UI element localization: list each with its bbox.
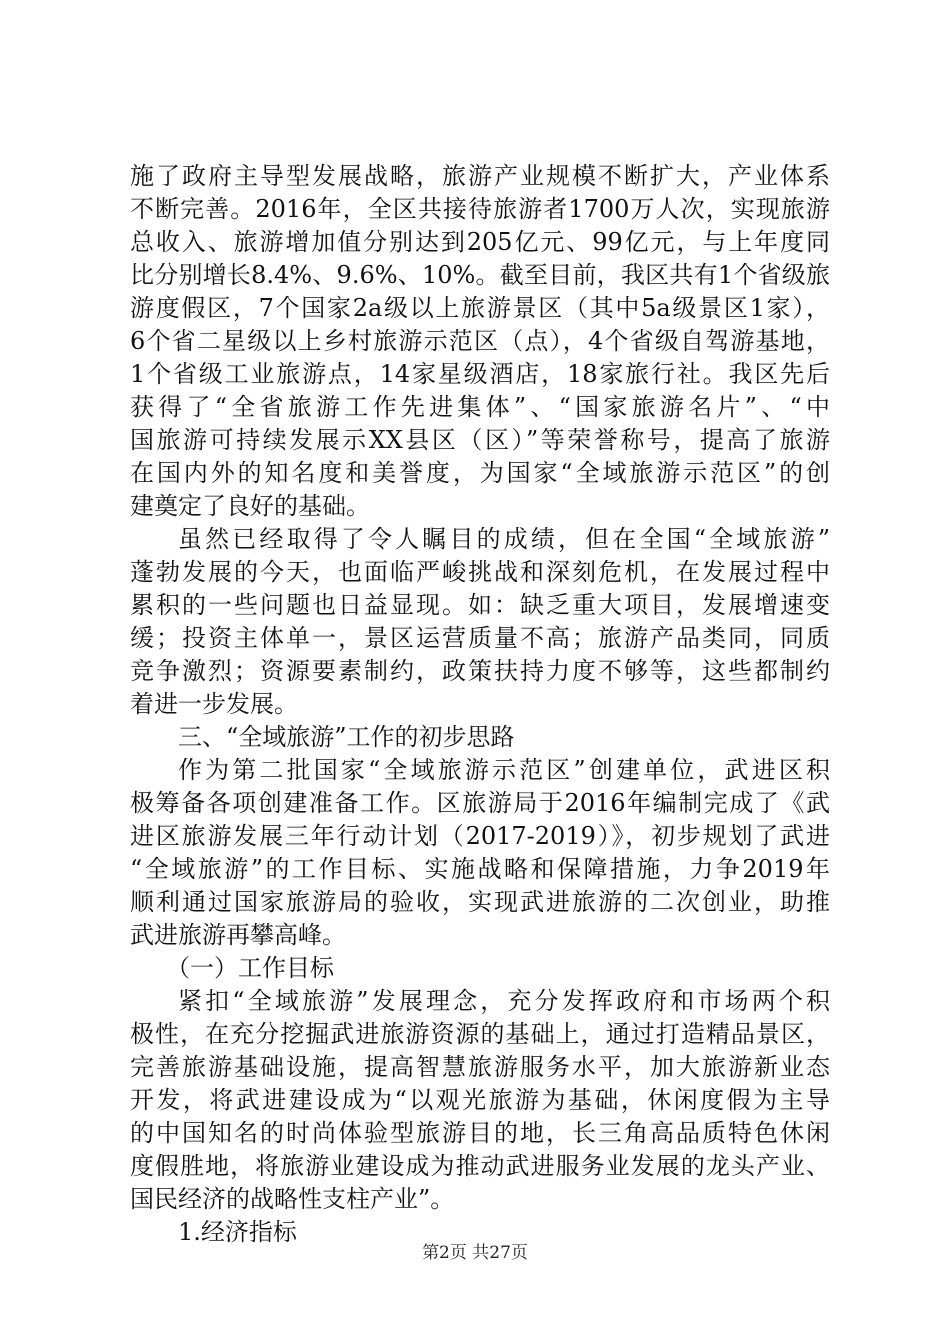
text-line: 游度假区，7个国家2a级以上旅游景区（其中5a级景区1家）， xyxy=(130,294,830,322)
text-line: 国旅游可持续发展示XX县区（区）”等荣誉称号，提高了旅游 xyxy=(130,426,830,454)
text-line: 开发，将武进建设成为“以观光旅游为基础，休闲度假为主导 xyxy=(130,1086,830,1114)
text-line: 极性，在充分挖掘武进旅游资源的基础上，通过打造精品景区， xyxy=(130,1020,830,1048)
text-line: “全域旅游”的工作目标、实施战略和保障措施，力争2019年 xyxy=(130,855,830,883)
text-line: 进区旅游发展三年行动计划（2017-2019）》，初步规划了武进 xyxy=(130,822,830,850)
text-line: 建奠定了良好的基础。 xyxy=(130,492,370,520)
text-line: 的中国知名的时尚体验型旅游目的地，长三角高品质特色休闲 xyxy=(130,1119,830,1147)
text-line: 比分别增长8.4%、9.6%、10%。截至目前，我区共有1个省级旅 xyxy=(130,261,830,289)
document-body xyxy=(130,160,830,1249)
item-heading: 1.经济指标 xyxy=(178,1218,297,1246)
text-line: 不断完善。2016年，全区共接待旅游者1700万人次，实现旅游 xyxy=(130,195,830,223)
text-line: 累积的一些问题也日益显现。如：缺乏重大项目，发展增速变 xyxy=(130,591,830,619)
text-line: 获得了“全省旅游工作先进集体”、“国家旅游名片”、“中 xyxy=(130,393,830,421)
text-line: 施了政府主导型发展战略，旅游产业规模不断扩大，产业体系 xyxy=(130,162,830,190)
text-line: 缓；投资主体单一，景区运营质量不高；旅游产品类同，同质 xyxy=(130,624,830,652)
text-line: 蓬勃发展的今天，也面临严峻挑战和深刻危机，在发展过程中 xyxy=(130,558,830,586)
text-line: 武进旅游再攀高峰。 xyxy=(130,921,346,949)
page-footer: 第2页 共27页 xyxy=(422,1243,528,1263)
section-heading: 三、“全域旅游”工作的初步思路 xyxy=(178,723,515,751)
text-line: 着进一步发展。 xyxy=(130,690,298,718)
text-line: 完善旅游基础设施，提高智慧旅游服务水平，加大旅游新业态 xyxy=(130,1053,830,1081)
text-line: 度假胜地，将旅游业建设成为推动武进服务业发展的龙头产业、 xyxy=(130,1152,830,1180)
text-line: 国民经济的战略性支柱产业”。 xyxy=(130,1185,455,1213)
subsection-heading: （一）工作目标 xyxy=(166,954,334,982)
text-line: 竞争激烈；资源要素制约，政策扶持力度不够等，这些都制约 xyxy=(130,657,830,685)
text-line: 作为第二批国家“全域旅游示范区”创建单位，武进区积 xyxy=(178,756,830,784)
text-line: 在国内外的知名度和美誉度，为国家“全域旅游示范区”的创 xyxy=(130,459,830,487)
text-line: 顺利通过国家旅游局的验收，实现武进旅游的二次创业，助推 xyxy=(130,888,830,916)
text-line: 1个省级工业旅游点，14家星级酒店，18家旅行社。我区先后 xyxy=(130,360,830,388)
text-line: 虽然已经取得了令人瞩目的成绩，但在全国“全域旅游” xyxy=(178,525,830,553)
text-line: 极筹备各项创建准备工作。区旅游局于2016年编制完成了《武 xyxy=(130,789,830,817)
text-line: 6个省二星级以上乡村旅游示范区（点），4个省级自驾游基地， xyxy=(130,327,830,355)
text-line: 总收入、旅游增加值分别达到205亿元、99亿元，与上年度同 xyxy=(130,228,830,256)
text-line: 紧扣“全域旅游”发展理念，充分发挥政府和市场两个积 xyxy=(178,987,830,1015)
